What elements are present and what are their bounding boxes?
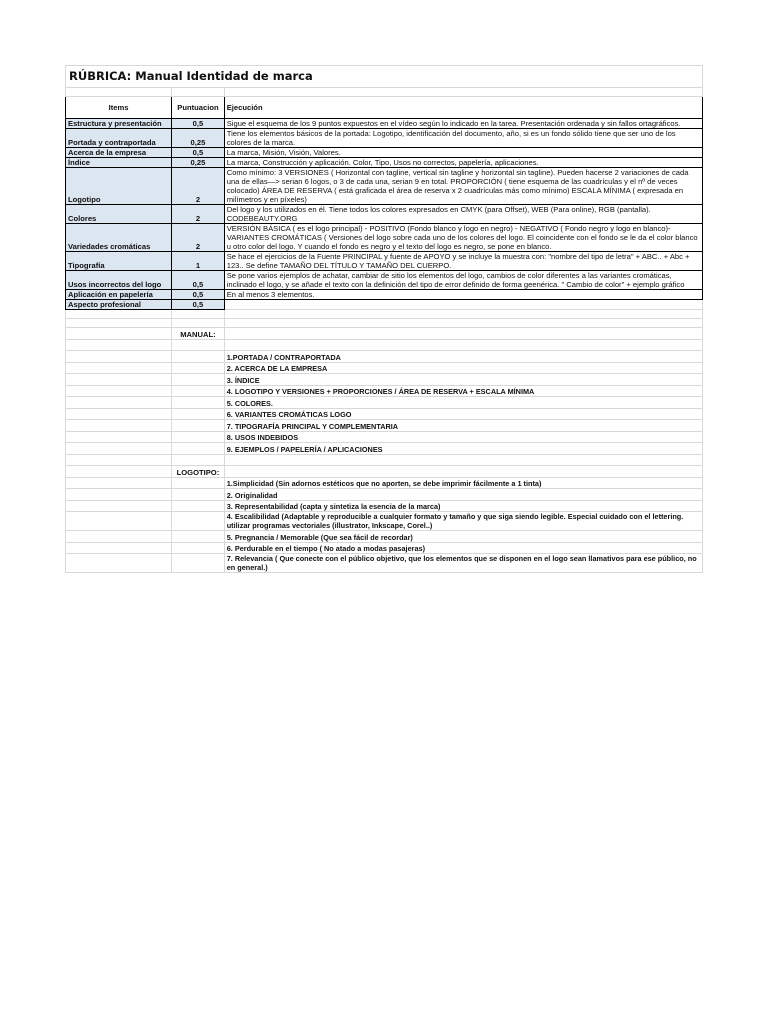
criterion-label: Estructura y presentación <box>66 119 172 129</box>
list-blank-row <box>66 339 703 351</box>
criterion-description: Se hace el ejercicios de la Fuente PRINCIPAL y fuente de APOYO y se incluye la muestra con: "nombre del tipo de letra" + ABC.. + Abc + 123.. Se define TAMAÑO DEL TÍTULO Y TAMAÑO DEL CUERPO. <box>224 252 702 271</box>
list-spacer <box>66 374 172 386</box>
list-item <box>66 542 703 554</box>
rubric-row <box>66 158 703 168</box>
criterion-description <box>224 300 702 310</box>
criterion-label: Índice <box>66 158 172 168</box>
list-spacer <box>172 374 225 386</box>
criterion-label: Variedades cromáticas <box>66 224 172 252</box>
list-item-text: 3. Representabilidad (capta y sintetiza la esencia de la marca) <box>224 500 702 512</box>
list-spacer <box>66 489 172 501</box>
list-spacer <box>172 408 225 420</box>
list-item <box>66 351 703 363</box>
list-spacer <box>66 397 172 409</box>
list-spacer <box>224 339 702 351</box>
criterion-description: La marca, Misión, Visión, Valores. <box>224 148 702 158</box>
list-item <box>66 362 703 374</box>
rubric-sheet <box>65 65 703 573</box>
list-spacer <box>66 477 172 489</box>
criterion-score: 0,5 <box>172 148 225 158</box>
list-item-text: 4. LOGOTIPO Y VERSIONES + PROPORCIONES / ÁREA DE RESERVA + ESCALA MÍNIMA <box>224 385 702 397</box>
header-score: Puntuacion <box>172 97 225 119</box>
criterion-description: Del logo y los utilizados en él. Tiene todos los colores expresados en CMYK (para Offset), WEB (Para online), RGB (pantalla). CODEBEAUTY.ORG <box>224 205 702 224</box>
list-item-text: 6. Perdurable en el tiempo ( No atado a modas pasajeras) <box>224 542 702 554</box>
criterion-description: Se pone varios ejemplos de achatar, cambiar de sitio los elementos del logo, cambios de color diferentes a las variantes cromáticas, inclinado el logo, y se añade el texto con la definición del tipo de error definido de forma geenérica. " Cambio de color" + ejemplo gráfico <box>224 271 702 290</box>
list-spacer <box>172 431 225 443</box>
list-item <box>66 385 703 397</box>
rubric-row <box>66 168 703 205</box>
list-item-text: 6. VARIANTES CROMÁTICAS LOGO <box>224 408 702 420</box>
list-spacer <box>172 500 225 512</box>
criterion-score: 0,5 <box>172 119 225 129</box>
list-spacer <box>172 489 225 501</box>
list-item <box>66 431 703 443</box>
header-row <box>66 97 703 119</box>
list-item-text: 2. Originalidad <box>224 489 702 501</box>
list-spacer <box>66 362 172 374</box>
criterion-description: VERSIÓN BÁSICA ( es el logo principal) - POSITIVO (Fondo blanco y logo en negro) - NEGATIVO ( Fondo negro y logo en blanco)- VARIANTES CROMÁTICAS ( Versiones del logo sobre cada uno de los colores del logo. El coincidente con el fondo se le da el color blanco u otro color del logo. Y cuando el fondo es negro y el texto del logo es negro, se pone en blanco. <box>224 224 702 252</box>
list-spacer <box>224 328 702 340</box>
criterion-score: 2 <box>172 205 225 224</box>
list-item <box>66 374 703 386</box>
rubric-row <box>66 205 703 224</box>
list-spacer <box>66 431 172 443</box>
criterion-label: Colores <box>66 205 172 224</box>
list-spacer <box>66 512 172 531</box>
header-items: Items <box>66 97 172 119</box>
list-item-text: 5. Pregnancia / Memorable (Que sea fácil de recordar) <box>224 531 702 543</box>
rubric-row <box>66 224 703 252</box>
list-spacer <box>172 542 225 554</box>
criterion-score: 2 <box>172 168 225 205</box>
list-spacer <box>172 339 225 351</box>
list-spacer <box>66 339 172 351</box>
list-item-text: 3. ÍNDICE <box>224 374 702 386</box>
list-spacer <box>172 351 225 363</box>
rubric-row <box>66 129 703 148</box>
header-exec: Ejecución <box>224 97 702 119</box>
list-item-text: 5. COLORES. <box>224 397 702 409</box>
criterion-description: Sigue el esquema de los 9 puntos expuestos en el vídeo según lo indicado en la tarea. Presentación ordenada y sin fallos ortagráficos. <box>224 119 702 129</box>
list-spacer <box>66 328 172 340</box>
logotipo-label: LOGOTIPO: <box>172 466 225 478</box>
criterion-score: 0,5 <box>172 300 225 310</box>
list-spacer <box>224 466 702 478</box>
rubric-row <box>66 300 703 310</box>
list-spacer <box>66 443 172 455</box>
criterion-score: 1 <box>172 252 225 271</box>
criterion-label: Portada y contraportada <box>66 129 172 148</box>
list-item-text: 8. USOS INDEBIDOS <box>224 431 702 443</box>
list-spacer <box>172 397 225 409</box>
criterion-label: Aspecto profesional <box>66 300 172 310</box>
manual-section <box>66 328 703 455</box>
list-item <box>66 531 703 543</box>
list-spacer <box>172 443 225 455</box>
criterion-label: Aplicación en papelería <box>66 290 172 300</box>
list-item <box>66 443 703 455</box>
list-spacer <box>66 542 172 554</box>
list-item <box>66 500 703 512</box>
criterion-label: Usos incorrectos del logo <box>66 271 172 290</box>
list-item-text: 7. Relevancia ( Que conecte con el público objetivo, que los elementos que se disponen en el logo sean llamativos para ese público, no en general.) <box>224 554 702 573</box>
list-spacer <box>66 420 172 432</box>
criterion-label: Logotipo <box>66 168 172 205</box>
list-spacer <box>172 477 225 489</box>
list-spacer <box>66 554 172 573</box>
criterion-description: La marca, Construcción y aplicación. Color, Tipo, Usos no correctos, papelería, aplicaciones. <box>224 158 702 168</box>
rubric-body <box>66 119 703 310</box>
criterion-score: 0,5 <box>172 271 225 290</box>
list-label-row <box>66 328 703 340</box>
logotipo-section <box>66 466 703 573</box>
list-item-text: 4. Escalibilidad (Adaptable y reproducible a cualquier formato y tamaño y que siga siendo legible. Especial cuidado con el lettering. utilizar programas vectoriales (illustrator, Inkscape, Corel..) <box>224 512 702 531</box>
criterion-score: 2 <box>172 224 225 252</box>
list-item <box>66 477 703 489</box>
list-spacer <box>172 512 225 531</box>
list-item-text: 7. TIPOGRAFÍA PRINCIPAL Y COMPLEMENTARIA <box>224 420 702 432</box>
list-spacer <box>66 351 172 363</box>
criterion-description: Tiene los elementos básicos de la portada: Logotipo, identificación del documento, año, si es un fondo sólido tiene que ser uno de los colores de la marca. <box>224 129 702 148</box>
criterion-label: Acerca de la empresa <box>66 148 172 158</box>
list-item <box>66 397 703 409</box>
list-item <box>66 489 703 501</box>
criterion-score: 0,25 <box>172 158 225 168</box>
rubric-row <box>66 252 703 271</box>
list-spacer <box>172 554 225 573</box>
page-title: RÚBRICA: Manual Identidad de marca <box>66 66 703 88</box>
list-item <box>66 408 703 420</box>
manual-label: MANUAL: <box>172 328 225 340</box>
criterion-description: Como mínimo: 3 VERSIONES ( Horizontal con tagline, vertical sin tagline y horizontal sin tagline). Pueden hacerse 2 variaciones de cada una de ellas—> serian 6 logos, o 3 de cada una, serian 9 en total. PROPORCIÓN ( tiene esquema de las cuadrículas y el nº de veces colocado) ÁREA DE RESERVA ( está graficada el área de reserva x 2 cuadrículas más como mínimo) ESCALA MÍNIMA ( expresada en milímetros y en píxeles) <box>224 168 702 205</box>
list-spacer <box>66 408 172 420</box>
list-spacer <box>66 385 172 397</box>
list-item-text: 1.Simplicidad (Sin adornos estéticos que no aporten, se debe imprimir fácilmente a 1 tinta) <box>224 477 702 489</box>
list-item-text: 1.PORTADA / CONTRAPORTADA <box>224 351 702 363</box>
rubric-row <box>66 119 703 129</box>
criterion-score: 0,25 <box>172 129 225 148</box>
list-item <box>66 420 703 432</box>
list-spacer <box>66 500 172 512</box>
criterion-score: 0,5 <box>172 290 225 300</box>
list-item-text: 9. EJEMPLOS / PAPELERÍA / APLICACIONES <box>224 443 702 455</box>
rubric-row <box>66 148 703 158</box>
list-spacer <box>172 531 225 543</box>
list-item <box>66 554 703 573</box>
title-row <box>66 66 703 88</box>
criterion-label: Tipografía <box>66 252 172 271</box>
rubric-table <box>65 65 703 573</box>
list-spacer <box>66 466 172 478</box>
rubric-row <box>66 290 703 300</box>
list-spacer <box>172 385 225 397</box>
criterion-description: En al menos 3 elementos. <box>224 290 702 300</box>
list-label-row <box>66 466 703 478</box>
list-spacer <box>172 420 225 432</box>
list-item-text: 2. ACERCA DE LA EMPRESA <box>224 362 702 374</box>
rubric-row <box>66 271 703 290</box>
list-item <box>66 512 703 531</box>
list-spacer <box>66 531 172 543</box>
list-spacer <box>172 362 225 374</box>
